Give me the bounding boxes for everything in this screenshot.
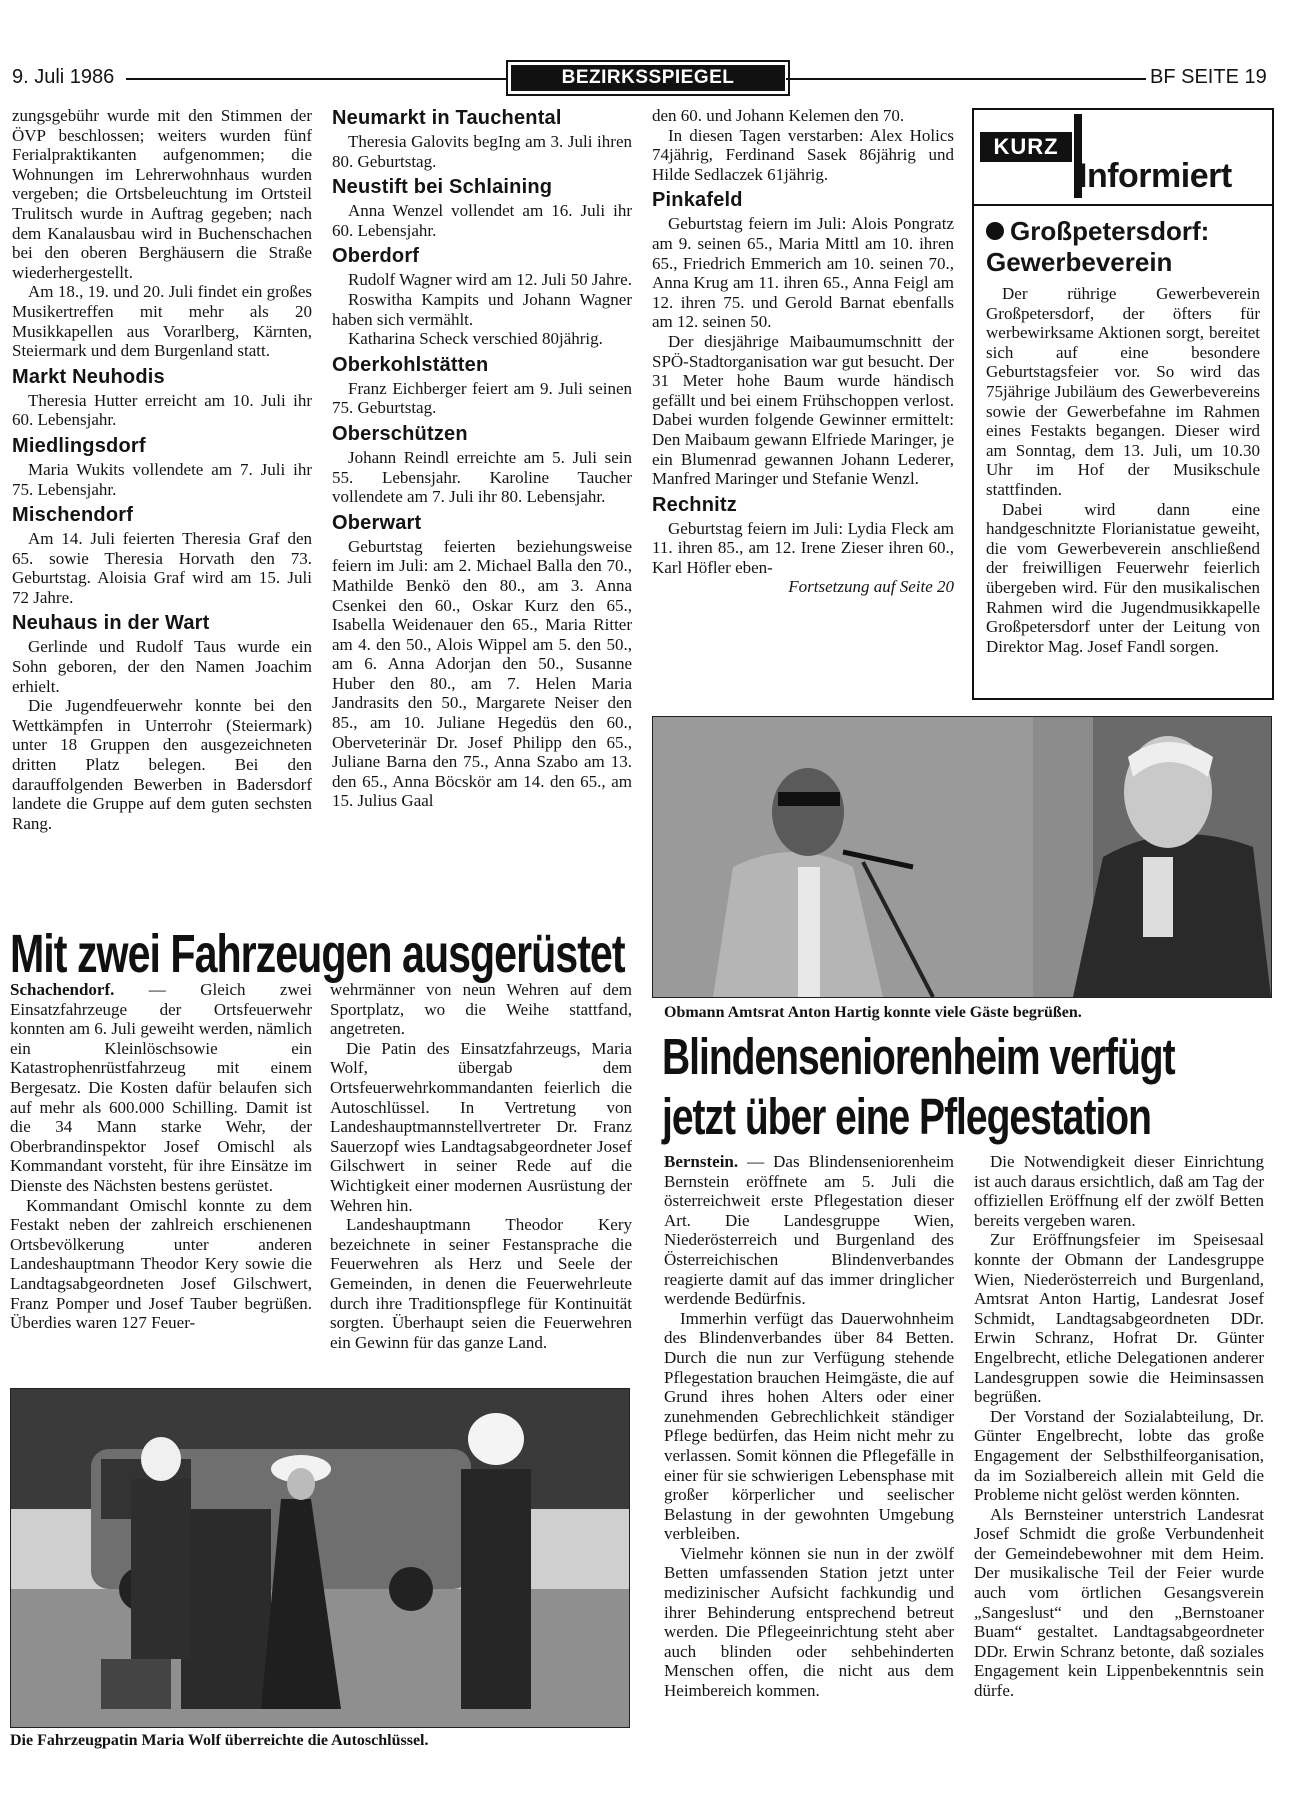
paragraph: Maria Wukits vollendete am 7. Juli ihr 75. Lebensjahr. bbox=[12, 459, 312, 499]
paragraph-text: — Gleich zwei Einsatzfahrzeuge der Ortsfeuerwehr konnten am 6. Juli geweiht werden, nämlich ein Kleinlöschsowie ein Katastrophenrüstfahrzeug mit einem Bergesatz. Die Kosten dafür belaufen sich auf mehr als 600.000 Schilling. Damit ist die 34 Mann starke Wehr, der Oberbrandinspektor Josef Omischl als Kommandant vorsteht, für ihre Einsätze im Dienste des Nächsten bestens gerüstet. bbox=[10, 980, 312, 1195]
section-title: BEZIRKSSPIEGEL bbox=[511, 65, 785, 91]
paragraph: Am 14. Juli feierten Theresia Graf den 65. sowie Theresia Horvath den 73. Geburtstag. Aloisia Graf wird am 15. Juli 72 Jahre. bbox=[12, 529, 312, 607]
photo-ceremony bbox=[10, 1388, 630, 1728]
paragraph bbox=[664, 1152, 954, 1309]
paragraph: Vielmehr können sie nun in der zwölf Betten umfassenden Station jetzt unter medizinischer Aufsicht fachkundig und ihrer Behinderung entsprechend betreut werden. Die Pflegeeinrichtung steht aber auch blinden oder sehbehinderten Menschen offen, die nicht aus dem Heimbereich kommen. bbox=[664, 1543, 954, 1701]
paragraph: Die Notwendigkeit dieser Einrichtung ist auch daraus ersichtlich, daß am Tag der offiziellen Eröffnung elf der zwölf Betten bereits vergeben waren. bbox=[974, 1152, 1264, 1230]
paragraph: den 60. und Johann Kelemen den 70. bbox=[652, 106, 905, 125]
paragraph: Die Patin des Einsatzfahrzeugs, Maria Wolf, übergab dem Ortsfeuerwehrkommandanten feierlich die Autoschlüssel. In Vertretung von Landeshauptmannstellvertreter Dr. Franz Sauerzopf wies Landtagsabgeordneter Josef Gilschwert in seiner Rede auf die Wichtigkeit einer modernen Ausrüstung der Wehren hin. bbox=[330, 1038, 632, 1215]
paragraph: Theresia Hutter erreicht am 10. Juli ihr 60. Lebensjahr. bbox=[12, 390, 312, 430]
paragraph bbox=[10, 980, 312, 1196]
paragraph: Zur Eröffnungsfeier im Speisesaal konnte der Obmann der Landesgruppe Wien, Niederösterreich und Burgenland, Amtsrat Anton Hartig, Landesrat Josef Schmidt, Landtagsabgeordneten DDr. Erwin Schranz, Hofrat Dr. Günter Engelbrecht, etliche Delegationen anderer Landesgruppen sowie die Heiminsassen begrüßen. bbox=[974, 1230, 1264, 1407]
paragraph: Der rührige Gewerbeverein Großpetersdorf, der öfters für werbewirksame Aktionen sorgt, bereitet sich auf eine besondere Geburtstagsfeier vor. So wird das 75jährige Jubiläum des Gewerbevereins sowie der Gewerbefahne im Rahmen eines Festakts begangen. Dieser wird am Sonntag, dem 13. Juli, um 10.30 Uhr im Hof der Musikschule stattfinden. bbox=[986, 284, 1260, 499]
paragraph: Rudolf Wagner wird am 12. Juli 50 Jahre. bbox=[348, 270, 632, 290]
article1-column-1 bbox=[10, 980, 312, 1333]
photo-speaker bbox=[652, 716, 1272, 998]
paragraph: Katharina Scheck verschied 80jährig. bbox=[348, 329, 603, 349]
place-heading: Oberschützen bbox=[332, 422, 468, 445]
paragraph: Theresia Galovits begIng am 3. Juli ihren 80. Geburtstag. bbox=[332, 132, 632, 171]
article2-column-2 bbox=[974, 1152, 1264, 1701]
paragraph: Kommandant Omischl konnte zu dem Festakt neben der zahlreich erschienenen Ortsbevölkerung unter anderen Landeshauptmann Theodor Kery sowie die Landtagsabgeordneten Josef Gilschwert, Franz Pomper und Josef Tauber begrüßen. Überdies waren 127 Feuer- bbox=[10, 1195, 312, 1333]
paragraph: Die Jugendfeuerwehr konnte bei den Wettkämpfen in Unterrohr (Steiermark) unter 18 Gruppen den ausgezeichneten dritten Platz belegen. Bei den darauffolgenden Bewerben in Badersdorf landete die Gruppe auf dem guten sechsten Rang. bbox=[12, 696, 312, 833]
place-heading: Neumarkt in Tauchental bbox=[332, 107, 562, 129]
kurz-informiert-box bbox=[972, 108, 1274, 700]
photo-ceremony-image bbox=[11, 1389, 629, 1727]
place-heading: Mischendorf bbox=[12, 504, 134, 527]
photo-speaker-image bbox=[653, 717, 1271, 997]
article2-column-1 bbox=[664, 1152, 954, 1701]
place-heading: Oberkohlstätten bbox=[332, 353, 489, 376]
kurz-heading-line2: Gewerbeverein bbox=[986, 247, 1173, 277]
paragraph: wehrmänner von neun Wehren auf dem Sportplatz, wo die Weihe stattfand, angetreten. bbox=[330, 980, 632, 1039]
paragraph: Anna Wenzel vollendet am 16. Juli ihr 60. Lebensjahr. bbox=[332, 201, 632, 240]
place-heading: Miedlingsdorf bbox=[12, 434, 146, 457]
paragraph: Geburtstag feiern im Juli: Lydia Fleck am 11. ihren 85., am 12. Irene Zieser ihren 60., Karl Höfler eben- bbox=[652, 518, 954, 577]
place-heading: Neustift bei Schlaining bbox=[332, 176, 553, 199]
column-3 bbox=[652, 106, 954, 597]
paragraph: In diesen Tagen verstarben: Alex Holics 74jährig, Ferdinand Sasek 86jährig und Hilde Sedlaczek 61jährig. bbox=[652, 125, 954, 184]
paragraph: Franz Eichberger feiert am 9. Juli seinen 75. Geburtstag. bbox=[332, 378, 632, 418]
place-heading: Oberwart bbox=[332, 511, 422, 534]
page-number: BF SEITE 19 bbox=[1150, 66, 1267, 88]
photo-ceremony-caption: Die Fahrzeugpatin Maria Wolf überreichte die Autoschlüssel. bbox=[10, 1732, 429, 1749]
kurz-heading bbox=[986, 216, 1266, 278]
paragraph: Landeshauptmann Theodor Kery bezeichnete in seiner Festansprache die Feuerwehren als Herz und Seele der Gemeinden, in denen die Feuerwehrleute durch ihre Traditionspflege für Kontinuität sorgten. Überhaupt seien die Feuerwehren ein Gewinn für das ganze Land. bbox=[330, 1215, 632, 1352]
place-heading: Markt Neuhodis bbox=[12, 365, 165, 388]
paragraph-text: — Das Blindenseniorenheim Bernstein eröffnete am 5. Juli die österreichweit erste Pflegestation dieser Art. Die Landesgruppe Wien, Niederösterreich und Burgenland des Österreichischen Blindenverbandes reagierte damit auf das immer dringlicher werdende Bedürfnis. bbox=[664, 1152, 954, 1309]
paragraph: Der Vorstand der Sozialabteilung, Dr. Günter Engelbrecht, lobte das große Engagement der Selbsthilfeorganisation, da im Sozialbereich allein mit Geld die Probleme nicht gelöst werden könnten. bbox=[974, 1406, 1264, 1505]
paragraph: Dabei wird dann eine handgeschnitzte Florianistatue geweiht, die vom Gewerbeverein anschließend der freiwilligen Feuerwehr feierlich übergeben wird. Für den musikalischen Rahmen wird die Jugendmusikkapelle Großpetersdorf unter der Leitung von Direktor Mag. Josef Fandl sorgen. bbox=[986, 499, 1260, 656]
header-rule-left bbox=[126, 78, 506, 80]
bullet-icon bbox=[986, 222, 1004, 240]
article-headline-line2: jetzt über eine Pflegestation bbox=[662, 1089, 1151, 1146]
article-headline-line1: Blindenseniorenheim verfügt bbox=[662, 1029, 1175, 1086]
paragraph: Immerhin verfügt das Dauerwohnheim des Blindenverbandes über 84 Betten. Durch die nun zur Verfügung stehende Pflegestation brauchen Heimgäste, die auf Grund ihres hohen Alters oder einer zunehmenden Gebrechlichkeit ständiger Pflege bedürfen, das Heim nicht mehr zu verlassen. Somit können die Pflegefälle in einer für sie schwierigen Lebensphase mit großer körperlicher und seelischer Belastung in der gewohnten Umgebung verbleiben. bbox=[664, 1308, 954, 1544]
paragraph: Geburtstag feiern im Juli: Alois Pongratz am 9. seinen 65., Maria Mittl am 10. ihren 65., Friedrich Emmerich am 10. seinen 70., Anna Krug am 11. ihren 65., Anna Feigl am 12. ihren 75. und Gerold Barnat ebenfalls am 12. seinen 50. bbox=[652, 214, 954, 332]
photo-speaker-caption: Obmann Amtsrat Anton Hartig konnte viele Gäste begrüßen. bbox=[664, 1004, 1082, 1021]
issue-date: 9. Juli 1986 bbox=[12, 66, 115, 88]
place-heading: Neuhaus in der Wart bbox=[12, 612, 210, 635]
paragraph: Gerlinde und Rudolf Taus wurde ein Sohn geboren, der den Namen Joachim erhielt. bbox=[12, 637, 312, 696]
paragraph: zungsgebühr wurde mit den Stimmen der ÖVP beschlossen; weiters wurden fünf Ferialpraktikanten aufgenommen; die Wohnungen im Lehrerwohnhaus wurden vergeben; die Ortsbeleuchtung im Ortsteil Trulitsch wurde in Auftrag gegeben; nach dem Kanalausbau wird in Buchenschachen bei den oberen Berghäusern die Straße wiederhergestellt. bbox=[12, 106, 312, 282]
paragraph: Geburtstag feierten beziehungsweise feiern im Juli: am 2. Michael Balla den 70., Mathilde Benkö den 80., am 3. Anna Csenkei den 60., Oskar Kurz den 65., Isabella Weidenauer den 65., Maria Ritter am 4. den 50., Alois Wippel am 5. den 50., am 6. Anna Adorjan den 50., Susanne Huber den 80., am 7. Helen Maria Jandrasits den 50., Margarete Neiser den 85., am 10. Juliane Hegedüs den 60., Oberveterinär Dr. Josef Philipp den 65., Juliane Barna den 75., Anna Szabo am 13. den 65., Anna Böcskör am 14. den 65., am 15. Julius Gaal bbox=[332, 536, 632, 811]
informiert-label: Informiert bbox=[1078, 157, 1232, 195]
column-1 bbox=[12, 106, 312, 833]
paragraph: Am 18., 19. und 20. Juli findet ein großes Musikertreffen mit mehr als 20 Musikkapellen aus Vorarlberg, Kärnten, Steiermark und dem Burgenland statt. bbox=[12, 282, 312, 361]
header-rule-right bbox=[786, 78, 1146, 80]
section-box bbox=[506, 60, 790, 96]
place-heading: Pinkafeld bbox=[652, 189, 743, 212]
dateline: Bernstein. bbox=[664, 1152, 739, 1171]
place-heading: Rechnitz bbox=[652, 493, 737, 516]
article-headline: Mit zwei Fahrzeugen ausgerüstet bbox=[10, 923, 625, 984]
continuation-note: Fortsetzung auf Seite 20 bbox=[788, 577, 954, 597]
dateline: Schachendorf. bbox=[10, 980, 115, 999]
paragraph: Roswitha Kampits und Johann Wagner haben sich vermählt. bbox=[332, 289, 632, 329]
paragraph: Als Bernsteiner unterstrich Landesrat Josef Schmidt die große Verbundenheit der Gemeindebewohner mit dem Heim. Der musikalische Teil der Feier wurde auch vom örtlichen Gesangsverein „Sangeslust“ und den „Bernstoaner Buam“ gestaltet. Landtagsabgeordneter DDr. Erwin Schranz betonte, daß soziales Engagement kein Lippenbekenntnis sein dürfe. bbox=[974, 1504, 1264, 1701]
column-2 bbox=[332, 106, 632, 811]
place-heading: Oberdorf bbox=[332, 245, 420, 268]
kurz-body bbox=[986, 284, 1260, 656]
kurz-heading-line1: Großpetersdorf: bbox=[1010, 216, 1210, 246]
kurz-divider bbox=[974, 204, 1272, 206]
paragraph: Der diesjährige Maibaumumschnitt der SPÖ-Stadtorganisation war gut besucht. Der 31 Meter hohe Baum wurde händisch gefällt und bei einem Frühschoppen verlost. Dabei wurden folgende Gewinner ermittelt: Den Maibaum gewann Elfriede Maringer, je ein Blumenrad gewannen Johann Lederer, Manfred Maringer und Stefanie Wenzl. bbox=[652, 331, 954, 489]
kurz-label: KURZ bbox=[980, 132, 1072, 162]
paragraph: Johann Reindl erreichte am 5. Juli sein 55. Lebensjahr. Karoline Taucher vollendete am 7. Juli ihr 80. Lebensjahr. bbox=[332, 447, 632, 507]
article1-column-2 bbox=[330, 980, 632, 1352]
